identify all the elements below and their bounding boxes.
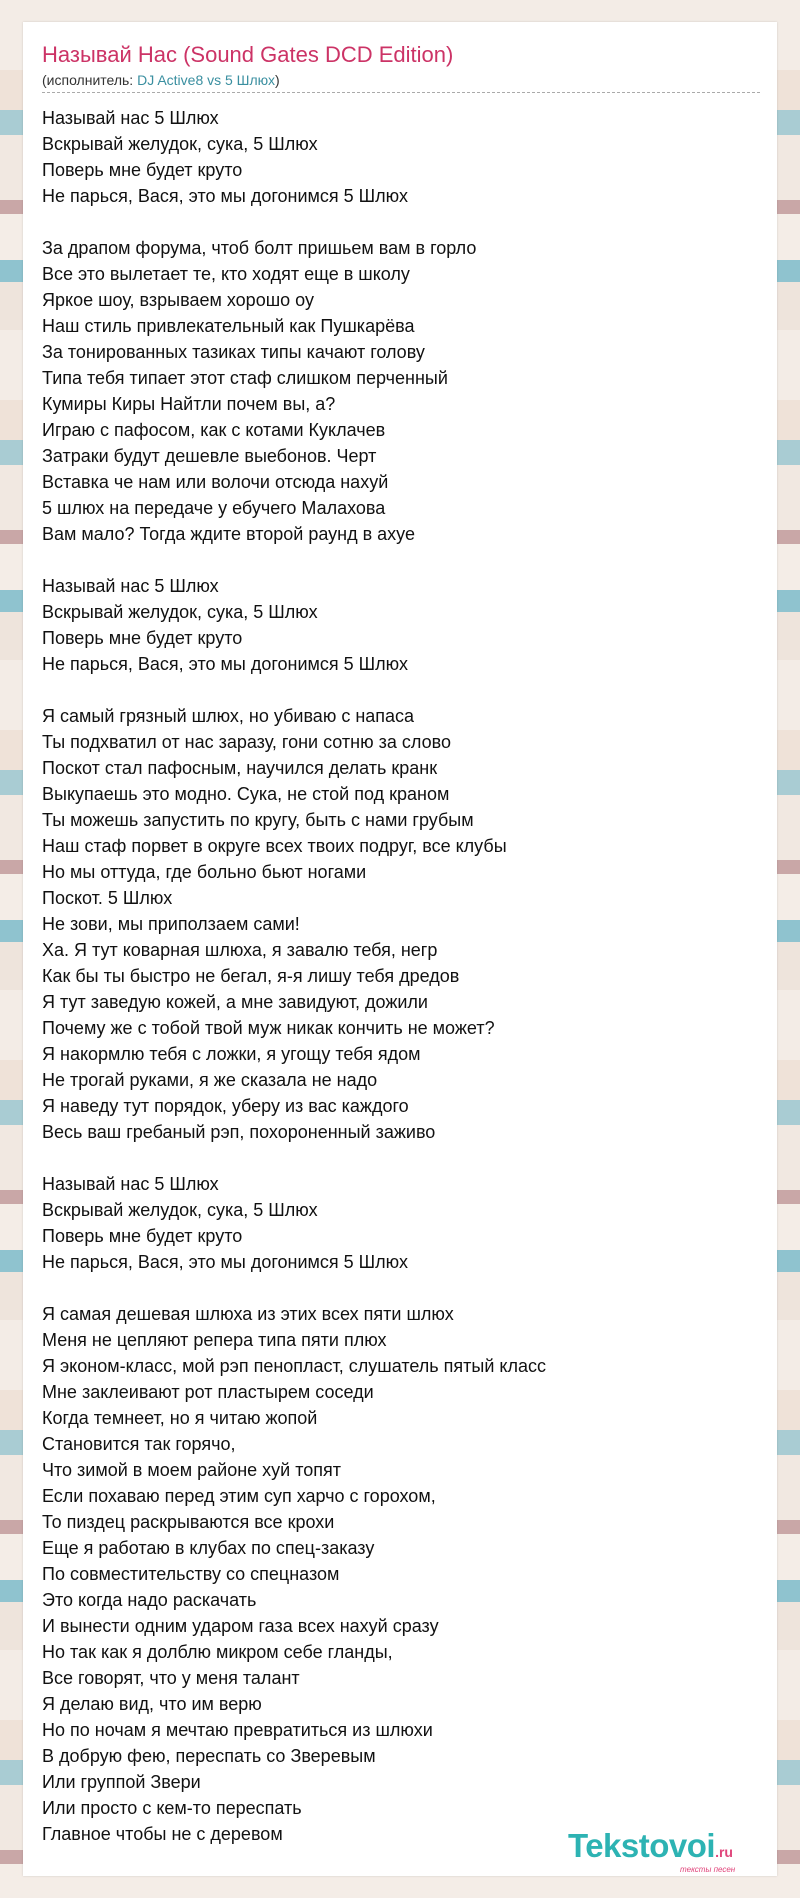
lyrics-text	[42, 105, 762, 1847]
lyric-line: Но мы оттуда, где больно бьют ногами	[42, 862, 367, 882]
lyric-line: Не парься, Вася, это мы догонимся 5 Шлюх	[42, 1252, 408, 1272]
performer-prefix: (исполнитель:	[42, 72, 138, 88]
lyric-line: По совместительству со спецназом	[42, 1564, 340, 1584]
lyric-line: Как бы ты быстро не бегал, я-я лишу тебя дредов	[42, 966, 460, 986]
lyric-line: И вынести одним ударом газа всех нахуй сразу	[42, 1616, 439, 1636]
lyric-line: Вам мало? Тогда ждите второй раунд в ахуе	[42, 524, 415, 544]
stanza-break	[42, 209, 762, 235]
logo-name: Tekstovoi	[568, 1827, 716, 1864]
lyric-line: Ха. Я тут коварная шлюха, я завалю тебя, негр	[42, 940, 438, 960]
lyric-line: Что зимой в моем районе хуй топят	[42, 1460, 342, 1480]
lyric-line: В добрую фею, переспать со Зверевым	[42, 1746, 376, 1766]
lyric-line: Вскрывай желудок, сука, 5 Шлюх	[42, 134, 318, 154]
lyric-line: Типа тебя типает этот стаф слишком перченный	[42, 368, 448, 388]
lyric-line: Главное чтобы не с деревом	[42, 1824, 283, 1844]
lyric-line: То пиздец раскрываются все крохи	[42, 1512, 335, 1532]
lyric-line: Вскрывай желудок, сука, 5 Шлюх	[42, 1200, 318, 1220]
performer-link[interactable]: DJ Active8 vs 5 Шлюх	[137, 72, 276, 88]
lyric-line: Но так как я долблю микром себе гланды,	[42, 1642, 393, 1662]
lyric-line: Я делаю вид, что им верю	[42, 1694, 262, 1714]
song-title: Называй Нас (Sound Gates DCD Edition)	[42, 42, 454, 67]
lyric-line: Я наведу тут порядок, уберу из вас каждого	[42, 1096, 409, 1116]
lyric-line: Я самый грязный шлюх, но убиваю с напаса	[42, 706, 415, 726]
lyric-line: За тонированных тазиках типы качают голову	[42, 342, 425, 362]
lyric-line: Не парься, Вася, это мы догонимся 5 Шлюх	[42, 186, 408, 206]
stanza-break	[42, 1275, 762, 1301]
lyric-line: Я эконом-класс, мой рэп пенопласт, слушатель пятый класс	[42, 1356, 547, 1376]
lyric-line: Вскрывай желудок, сука, 5 Шлюх	[42, 602, 318, 622]
lyric-line: За драпом форума, чтоб болт пришьем вам в горло	[42, 238, 477, 258]
lyric-line: Становится так горячо,	[42, 1434, 236, 1454]
lyric-line: Поскот стал пафосным, научился делать кранк	[42, 758, 438, 778]
lyric-line: Вставка че нам или волочи отсюда нахуй	[42, 472, 389, 492]
lyric-line: Я самая дешевая шлюха из этих всех пяти шлюх	[42, 1304, 454, 1324]
performer-line	[42, 72, 280, 88]
lyric-line: Я накормлю тебя с ложки, я угощу тебя ядом	[42, 1044, 421, 1064]
stanza-break	[42, 1145, 762, 1171]
stanza-break	[42, 547, 762, 573]
lyric-line: Не трогай руками, я же сказала не надо	[42, 1070, 378, 1090]
lyric-line: Все говорят, что у меня талант	[42, 1668, 300, 1688]
lyric-line: Играю с пафосом, как с котами Куклачев	[42, 420, 386, 440]
stanza-break	[42, 677, 762, 703]
site-logo[interactable]	[568, 1827, 736, 1874]
lyric-line: Ты подхватил от нас заразу, гони сотню за слово	[42, 732, 451, 752]
lyric-line: Выкупаешь это модно. Сука, не стой под краном	[42, 784, 450, 804]
lyric-line: Не парься, Вася, это мы догонимся 5 Шлюх	[42, 654, 408, 674]
lyric-line: Все это вылетает те, кто ходят еще в школу	[42, 264, 410, 284]
lyric-line: Еще я работаю в клубах по спец-заказу	[42, 1538, 375, 1558]
performer-suffix: )	[275, 72, 280, 88]
lyric-line: Почему же с тобой твой муж никак кончить не может?	[42, 1018, 495, 1038]
lyric-line: Но по ночам я мечтаю превратиться из шлюхи	[42, 1720, 433, 1740]
lyric-line: 5 шлюх на передаче у ебучего Малахова	[42, 498, 386, 518]
logo-tagline: тексты песен	[680, 1865, 736, 1874]
lyric-line: Если похаваю перед этим суп харчо с горохом,	[42, 1486, 436, 1506]
lyric-line: Наш стаф порвет в округе всех твоих подруг, все клубы	[42, 836, 507, 856]
lyric-line: Называй нас 5 Шлюх	[42, 1174, 219, 1194]
lyric-line: Или группой Звери	[42, 1772, 201, 1792]
lyric-line: Ты можешь запустить по кругу, быть с нами грубым	[42, 810, 474, 830]
lyric-line: Не зови, мы приползаем сами!	[42, 914, 300, 934]
lyric-line: Затраки будут дешевле выебонов. Черт	[42, 446, 377, 466]
lyrics-card	[23, 22, 777, 1876]
lyric-line: Весь ваш гребаный рэп, похороненный заживо	[42, 1122, 436, 1142]
lyric-line: Наш стиль привлекательный как Пушкарёва	[42, 316, 415, 336]
lyric-line: Я тут заведую кожей, а мне завидуют, дожили	[42, 992, 428, 1012]
lyric-line: Поверь мне будет круто	[42, 628, 243, 648]
lyric-line: Меня не цепляют репера типа пяти плюх	[42, 1330, 387, 1350]
lyric-line: Или просто с кем-то переспать	[42, 1798, 302, 1818]
lyric-line: Поскот. 5 Шлюх	[42, 888, 173, 908]
header-divider	[42, 92, 760, 93]
lyric-line: Когда темнеет, но я читаю жопой	[42, 1408, 318, 1428]
lyric-line: Называй нас 5 Шлюх	[42, 108, 219, 128]
lyric-line: Поверь мне будет круто	[42, 1226, 243, 1246]
lyric-line: Это когда надо раскачать	[42, 1590, 257, 1610]
logo-tld: .ru	[715, 1844, 733, 1860]
lyric-line: Яркое шоу, взрываем хорошо оу	[42, 290, 314, 310]
lyric-line: Мне заклеивают рот пластырем соседи	[42, 1382, 374, 1402]
lyric-line: Кумиры Киры Найтли почем вы, а?	[42, 394, 336, 414]
lyric-line: Поверь мне будет круто	[42, 160, 243, 180]
lyric-line: Называй нас 5 Шлюх	[42, 576, 219, 596]
